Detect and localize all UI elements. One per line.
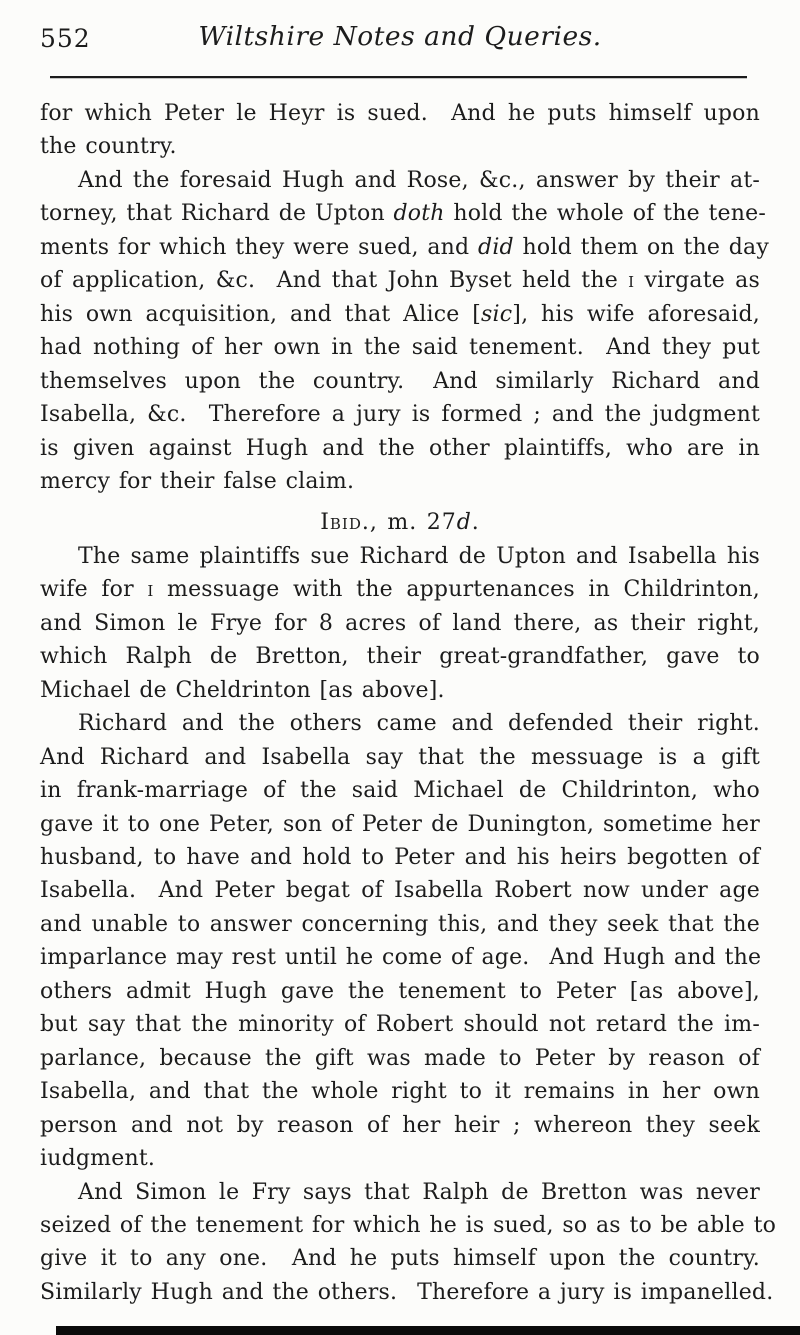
text-line: husband, to have and hold to Peter and his heirs begotten of bbox=[40, 844, 760, 870]
paragraph bbox=[40, 97, 760, 164]
text-line: person and not by reason of her heir ; whereon they seek bbox=[40, 1112, 760, 1138]
text-line: torney, that Richard de Upton doth hold the whole of the tene- bbox=[40, 201, 766, 227]
page-header bbox=[0, 0, 800, 63]
text-line: gave it to one Peter, son of Peter de Dunington, sometime her bbox=[40, 811, 760, 837]
text-body bbox=[0, 97, 800, 1309]
text-line: ments for which they were sued, and did hold them on the day bbox=[40, 234, 770, 260]
page-number: 552 bbox=[40, 24, 91, 53]
text-line: parlance, because the gift was made to Peter by reason of bbox=[40, 1045, 760, 1071]
text-line: Isabella. And Peter begat of Isabella Robert now under age bbox=[40, 878, 760, 904]
text-line: of application, &c. And that John Byset held the i virgate as bbox=[40, 268, 760, 294]
text-line: And Simon le Fry says that Ralph de Bretton was never bbox=[78, 1179, 760, 1205]
text-line: Michael de Cheldrinton [as above]. bbox=[40, 677, 445, 703]
text-line: is given against Hugh and the other plaintiffs, who are in bbox=[40, 435, 760, 461]
text-line: and Simon le Frye for 8 acres of land there, as their right, bbox=[40, 610, 760, 636]
text-line: the country. bbox=[40, 134, 177, 160]
text-line: wife for i messuage with the appurtenances in Childrinton, bbox=[40, 577, 760, 603]
paragraph bbox=[40, 164, 770, 499]
text-line: mercy for their false claim. bbox=[40, 468, 355, 494]
paragraph bbox=[40, 540, 760, 707]
text-line: And the foresaid Hugh and Rose, &c., answer by their at- bbox=[78, 167, 760, 193]
text-line: but say that the minority of Robert should not retard the im- bbox=[40, 1012, 760, 1038]
text-line: and unable to answer concerning this, and they seek that the bbox=[40, 911, 760, 937]
text-line: Richard and the others came and defended their right. bbox=[78, 711, 760, 737]
section-heading: Ibid., m. 27d. bbox=[320, 510, 480, 536]
text-line: themselves upon the country. And similarly Richard and bbox=[40, 368, 760, 394]
text-line: imparlance may rest until he come of age. And Hugh and the bbox=[40, 945, 762, 971]
text-line: Isabella, and that the whole right to it remains in her own bbox=[40, 1079, 760, 1105]
text-line: for which Peter le Heyr is sued. And he puts himself upon bbox=[40, 101, 760, 126]
text-line: Similarly Hugh and the others. Therefore a jury is impanelled. bbox=[40, 1279, 774, 1305]
text-line: iudgment. bbox=[40, 1146, 156, 1172]
text-line: in frank-marriage of the said Michael de Childrinton, who bbox=[40, 778, 760, 804]
paragraph bbox=[40, 707, 760, 1175]
text-line: The same plaintiffs sue Richard de Upton and Isabella his bbox=[78, 543, 760, 569]
text-line: others admit Hugh gave the tenement to Peter [as above], bbox=[40, 978, 760, 1004]
paragraph bbox=[40, 1176, 777, 1310]
text-line: Isabella, &c. Therefore a jury is formed ; and the judgment bbox=[40, 402, 760, 428]
text-line: seized of the tenement for which he is sued, so as to be able to bbox=[40, 1212, 777, 1238]
text-line: which Ralph de Bretton, their great-grandfather, gave to bbox=[40, 644, 760, 670]
text-line: had nothing of her own in the said tenement. And they put bbox=[40, 335, 760, 361]
text-line: And Richard and Isabella say that the messuage is a gift bbox=[40, 744, 760, 770]
text-line: his own acquisition, and that Alice [sic], his wife aforesaid, bbox=[40, 301, 761, 327]
header-rule bbox=[50, 76, 747, 78]
scan-artifact-bar bbox=[56, 1326, 800, 1335]
running-title: Wiltshire Notes and Queries. bbox=[198, 21, 602, 52]
text-line: give it to any one. And he puts himself upon the country. bbox=[40, 1246, 760, 1272]
